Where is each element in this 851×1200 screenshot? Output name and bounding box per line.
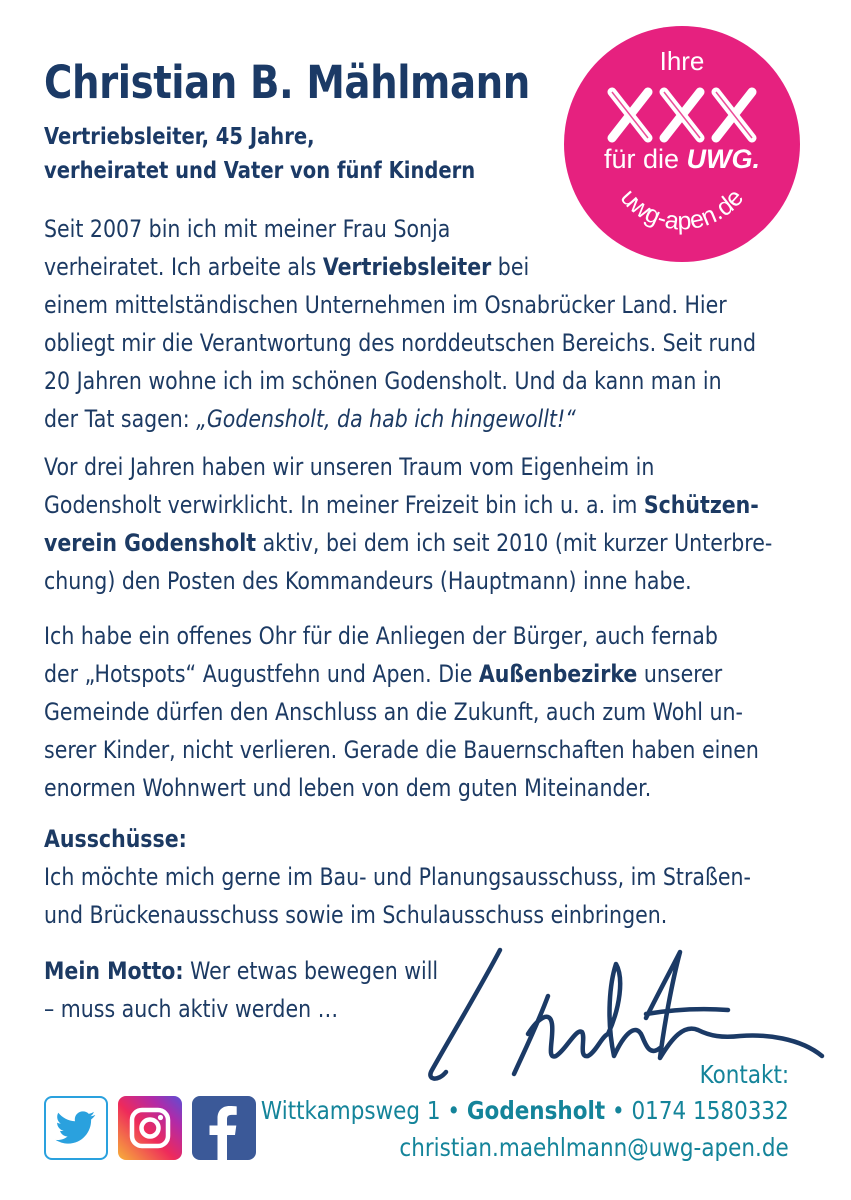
candidate-name: Christian B. Mählmann — [44, 56, 530, 109]
text-line: Ich habe ein offenes Ohr für die Anliegen der Bürger, auch fernab — [44, 622, 718, 650]
contact-phone[interactable]: • 0174 1580332 — [605, 1096, 789, 1125]
quote-span: „Godensholt, da hab ich hingewollt!“ — [196, 405, 576, 433]
text-span: der „Hotspots“ Augustfehn und Apen. Die — [44, 660, 479, 688]
subtitle-line-2: verheiratet und Vater von fünf Kindern — [44, 158, 476, 184]
text-line — [44, 486, 796, 524]
text-line — [44, 248, 796, 286]
text-line: Vor drei Jahren haben wir unseren Traum vom Eigenheim in — [44, 453, 655, 481]
text-line: Ich möchte mich gerne im Bau- und Planungsausschuss, im Straßen- — [44, 863, 751, 891]
text-line — [44, 655, 796, 693]
facebook-icon[interactable] — [192, 1096, 256, 1160]
instagram-icon[interactable] — [118, 1096, 182, 1160]
twitter-icon[interactable] — [44, 1096, 108, 1160]
bold-span: verein Godensholt — [44, 529, 257, 557]
bold-span: Ausschüsse: — [44, 825, 187, 853]
text-line: obliegt mir die Verantwortung des norddeutschen Bereichs. Seit rund — [44, 329, 757, 357]
paragraph-home-club — [44, 448, 796, 600]
text-line: – muss auch aktiv werden … — [44, 995, 339, 1023]
contact-town: Godensholt — [467, 1096, 606, 1125]
text-span: Godensholt verwirklicht. In meiner Freizeit bin ich u. a. im — [44, 491, 644, 519]
text-line: einem mittelständischen Unternehmen im Osnabrücker Land. Hier — [44, 291, 727, 319]
text-span: verheiratet. Ich arbeite als — [44, 253, 323, 281]
text-line — [44, 524, 796, 562]
badge-top-text: Ihre — [659, 46, 705, 76]
candidate-subtitle — [44, 120, 475, 188]
text-line: und Brückenausschuss sowie im Schulausschuss einbringen. — [44, 901, 668, 929]
text-line: 20 Jahren wohne ich im schönen Godensholt. Und da kann man in — [44, 367, 722, 395]
subtitle-line-1: Vertriebsleiter, 45 Jahre, — [44, 124, 315, 150]
text-span: unserer — [637, 660, 723, 688]
paragraph-citizens — [44, 617, 796, 807]
text-line: serer Kinder, nicht verlieren. Gerade die Bauernschaften haben einen — [44, 736, 759, 764]
text-span: Wer etwas bewegen will — [183, 957, 439, 985]
bold-span: Vertriebsleiter — [322, 253, 492, 281]
text-line: Gemeinde dürfen den Anschluss an die Zukunft, auch zum Wohl un- — [44, 698, 743, 726]
text-span: der Tat sagen: — [44, 405, 197, 433]
paragraph-family-job — [44, 210, 796, 438]
badge-brand: UWG. — [686, 144, 761, 174]
committees-section — [44, 820, 796, 934]
contact-street: Wittkampsweg 1 • — [261, 1096, 468, 1125]
badge-url[interactable]: uwg-apen.de — [614, 183, 750, 236]
bold-span: Schützen- — [643, 491, 759, 519]
text-span: bei — [491, 253, 530, 281]
text-line: Seit 2007 bin ich mit meiner Frau Sonja — [44, 215, 451, 243]
motto-label: Mein Motto: — [44, 957, 184, 985]
contact-email[interactable]: christian.maehlmann@uwg-apen.de — [399, 1133, 789, 1162]
bold-span: Außenbezirke — [478, 660, 638, 688]
committees-heading — [44, 820, 796, 858]
badge-middle-prefix: für die — [603, 144, 680, 174]
text-line: chung) den Posten des Kommandeurs (Hauptmann) inne habe. — [44, 567, 692, 595]
text-line: enormen Wohnwert und leben von dem guten Miteinander. — [44, 774, 652, 802]
text-line — [44, 400, 796, 438]
contact-heading: Kontakt: — [699, 1060, 789, 1089]
contact-address-line — [261, 1096, 789, 1125]
text-span: aktiv, bei dem ich seit 2010 (mit kurzer Unterbre- — [256, 529, 773, 557]
